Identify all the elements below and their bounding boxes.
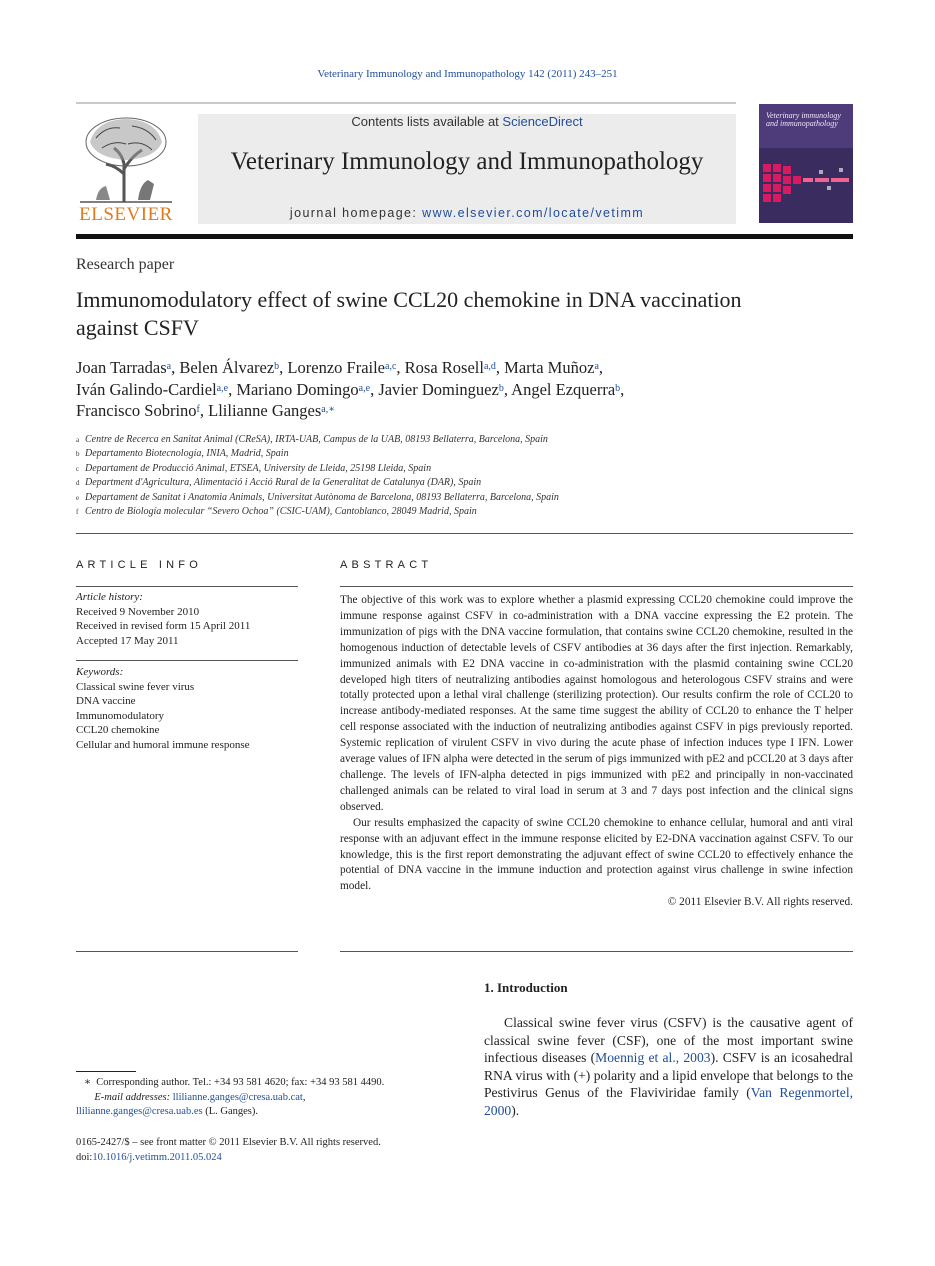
abstract-rule [340, 586, 853, 587]
abstract-paragraph: Our results emphasized the capacity of swine CCL20 chemokine to enhance cellular, humoral and anti viral response with an adjuvant effect in the immune response elicited by E2-DNA vaccination against CSFV. To our knowledge, this is the first report demonstrating the adjuvant effect of swine CCL20 to effectively enhance the potential of DNA vaccine in the immune induction and protection against virus challenge in swine infection model. [340, 816, 853, 893]
corresponding-author-footnote [76, 1076, 456, 1120]
abstract-paragraph: The objective of this work was to explore whether a plasmid expressing CCL20 chemokine could improve the immune response against CSFV in co-administration with a DNA vaccine expressing the E2 protein. The immunization of pigs with the DNA vaccine formulation, that contains swine CCL20 chemokine, resulted in the homogenous induction of detectable levels of CSFV antibodies at 36 days after the first injection. Remarkably, immunized animals with E2 DNA vaccine in co-administration with the plasmid containing swine CCL20 developed high titers of neutralizing antibodies against homologous and heterologous CSFV strains and were totally protected upon a lethal viral challenge (sterilizing protection). Our results confirm the role of CCL20 to increase antibody-mediated responses. At the same time suggest the ability of CCL20 to enhance the T helper cell response associated with the induction of neutralizing antibodies against CSFV in pigs previously reported. Systemic replication of virulent CSFV in vivo during the acute phase of infection induces type I IFN. Lower average values of IFN alpha were detected in the serum of pigs immunized with pE2 and pCCL20 at 3 days after challenge. The levels of IFN-alpha detected in pigs immunized with pE2 and principally in non-vaccinated challenged animals can be related to viral load in serum at 3 and 7 days post infection and the clinical signs observed. [340, 594, 853, 813]
abstract-body [340, 593, 853, 911]
author: Llilianne Ganges$^{a,∗}$ [208, 401, 336, 420]
article-history [76, 590, 298, 648]
reference-link[interactable]: Moennig et al., 2003 [595, 1050, 711, 1066]
article-title: Immunomodulatory effect of swine CCL20 chemokine in DNA vaccination against CSFV [76, 287, 742, 340]
keyword-item: Immunomodulatory [76, 709, 164, 722]
journal-homepage [198, 206, 736, 220]
author-list: Joan Tarradas$^a$, Belen Álvarez$^b$, Lorenzo Fraile$^{a,c}$, Rosa Rosell$^{a,d}$, Marta Muñoz$^a$, Iván Galindo-Cardiel$^{a,e}$, Mariano Domingo$^{a,e}$, Javier Dominguez$^b$, Angel Ezquerra$^b$, Francisco Sobrino$^f$, Llilianne Ganges$^{a,∗}$ [76, 358, 625, 420]
affiliation-link[interactable]: b [615, 382, 621, 394]
keywords [76, 665, 298, 752]
affiliation-link[interactable]: b [498, 382, 504, 394]
article-type: Research paper [76, 256, 175, 273]
keyword-item: Classical swine fever virus [76, 680, 195, 693]
email-link[interactable]: llilianne.ganges@cresa.uab.cat [172, 1091, 303, 1103]
journal-cover-thumbnail[interactable] [759, 104, 853, 223]
author: Lorenzo Fraile$^{a,c}$ [287, 358, 397, 377]
homepage-prefix: journal homepage: [289, 206, 423, 220]
elsevier-wordmark: ELSEVIER [79, 204, 173, 225]
abstract-heading: ABSTRACT [340, 559, 433, 571]
affiliation-link[interactable]: a [594, 361, 599, 372]
history-accepted: Accepted 17 May 2011 [76, 634, 179, 647]
email-line: llilianne.ganges@cresa.uab.es (L. Ganges). [76, 1106, 258, 1117]
author: Iván Galindo-Cardiel$^{a,e}$ [76, 379, 229, 399]
corresponding-author-link[interactable]: a,∗ [321, 404, 336, 415]
author: Joan Tarradas$^a$ [76, 358, 172, 377]
affiliation-link[interactable]: a,e [358, 382, 371, 394]
introduction-paragraph: Classical swine fever virus (CSFV) is the causative agent of classical swine fever (CSF), one of the most important swine infectious diseases (Moennig et al., 2003). CSFV is an icosahedral RNA virus with (+) polarity and a lipid envelope that belongs to the Pestivirus Genus of the Flaviviridae family (Van Regenmortel, 2000). [484, 1015, 853, 1118]
contents-line [198, 114, 736, 129]
keyword-item: Cellular and humoral immune response [76, 738, 250, 751]
author: Angel Ezquerra$^b$ [511, 379, 621, 399]
introduction-heading: 1. Introduction [484, 980, 568, 995]
affiliation-link[interactable]: a,c [385, 361, 397, 372]
keyword-item: DNA vaccine [76, 695, 136, 707]
affiliation-link[interactable]: a [166, 361, 172, 372]
article-info-heading: ARTICLE INFO [76, 559, 202, 571]
front-matter-divider [76, 533, 853, 534]
homepage-link[interactable]: www.elsevier.com/locate/vetimm [422, 206, 645, 220]
affiliation: a Centre de Recerca en Sanitat Animal (CReSA), IRTA-UAB, Campus de la UAB, 08193 Bellaterra, Barcelona, Spain [76, 434, 548, 445]
history-label: Article history: [76, 591, 143, 603]
affiliation-link[interactable]: a,e [216, 382, 229, 394]
article-info-end-rule [76, 951, 298, 952]
corresponding-author-line: ∗ Corresponding author. Tel.: +34 93 581 4620; fax: +34 93 581 4490. [83, 1077, 385, 1088]
sciencedirect-link[interactable]: ScienceDirect [502, 114, 583, 129]
keywords-rule [76, 660, 298, 661]
affiliation-link[interactable]: b [274, 361, 280, 372]
journal-title: Veterinary Immunology and Immunopathology [230, 148, 704, 175]
issn-line: 0165-2427/$ – see front matter © 2011 Elsevier B.V. All rights reserved. [76, 1137, 381, 1148]
reference-link[interactable]: Van Regenmortel, 2000 [484, 1085, 853, 1118]
affiliation: c Departament de Producció Animal, ETSEA, University de Lleida, 25198 Lleida, Spain [76, 462, 432, 474]
author: Marta Muñoz$^a$ [504, 358, 599, 377]
cover-title: Veterinary immunology and immunopathology [766, 111, 841, 128]
header-divider [76, 234, 853, 239]
affiliation: e Departament de Sanitat i Anatomia Animals, Universitat Autònoma de Barcelona, 08193 Bellaterra, Barcelona, Spain [76, 491, 559, 503]
history-revised: Received in revised form 15 April 2011 [76, 620, 251, 632]
affiliation-link[interactable]: f [196, 404, 200, 415]
contents-prefix: Contents lists available at [351, 114, 503, 129]
email-link[interactable]: llilianne.ganges@cresa.uab.es [76, 1106, 203, 1117]
author: Javier Dominguez$^b$ [378, 379, 504, 399]
author: Belen Álvarez$^b$ [179, 358, 280, 377]
history-received: Received 9 November 2010 [76, 605, 200, 618]
introduction-body [484, 1014, 853, 1120]
author: Mariano Domingo$^{a,e}$ [236, 379, 371, 399]
keywords-label: Keywords: [76, 666, 124, 678]
article-info-rule [76, 586, 298, 587]
footnote-rule [76, 1071, 136, 1072]
abstract-end-rule [340, 951, 853, 952]
affiliation: b Departamento Biotecnología, INIA, Madrid, Spain [76, 448, 289, 460]
affiliation-link[interactable]: a,d [483, 361, 496, 372]
author: Rosa Rosell$^{a,d}$ [404, 358, 496, 377]
journal-citation[interactable]: Veterinary Immunology and Immunopathology 142 (2011) 243–251 [317, 68, 618, 80]
affiliation: d Department d'Agricultura, Alimentació i Acció Rural de la Generalitat de Catalunya (DAR), Spain [76, 477, 482, 489]
doi-line: doi:10.1016/j.vetimm.2011.05.024 [76, 1151, 222, 1163]
keyword-item: CCL20 chemokine [76, 724, 160, 736]
affiliation: f Centro de Biología molecular “Severo Ochoa” (CSIC-UAM), Cantoblanco, 28049 Madrid, Spain [76, 506, 477, 518]
publication-meta [76, 1136, 456, 1165]
copyright-notice: © 2011 Elsevier B.V. All rights reserved. [667, 896, 853, 909]
doi-link[interactable]: 10.1016/j.vetimm.2011.05.024 [92, 1151, 222, 1163]
affiliation-list [76, 433, 853, 519]
email-line: E-mail addresses: llilianne.ganges@cresa.uab.cat, [94, 1091, 306, 1103]
top-divider [76, 102, 736, 104]
author: Francisco Sobrino$^f$ [76, 401, 200, 420]
